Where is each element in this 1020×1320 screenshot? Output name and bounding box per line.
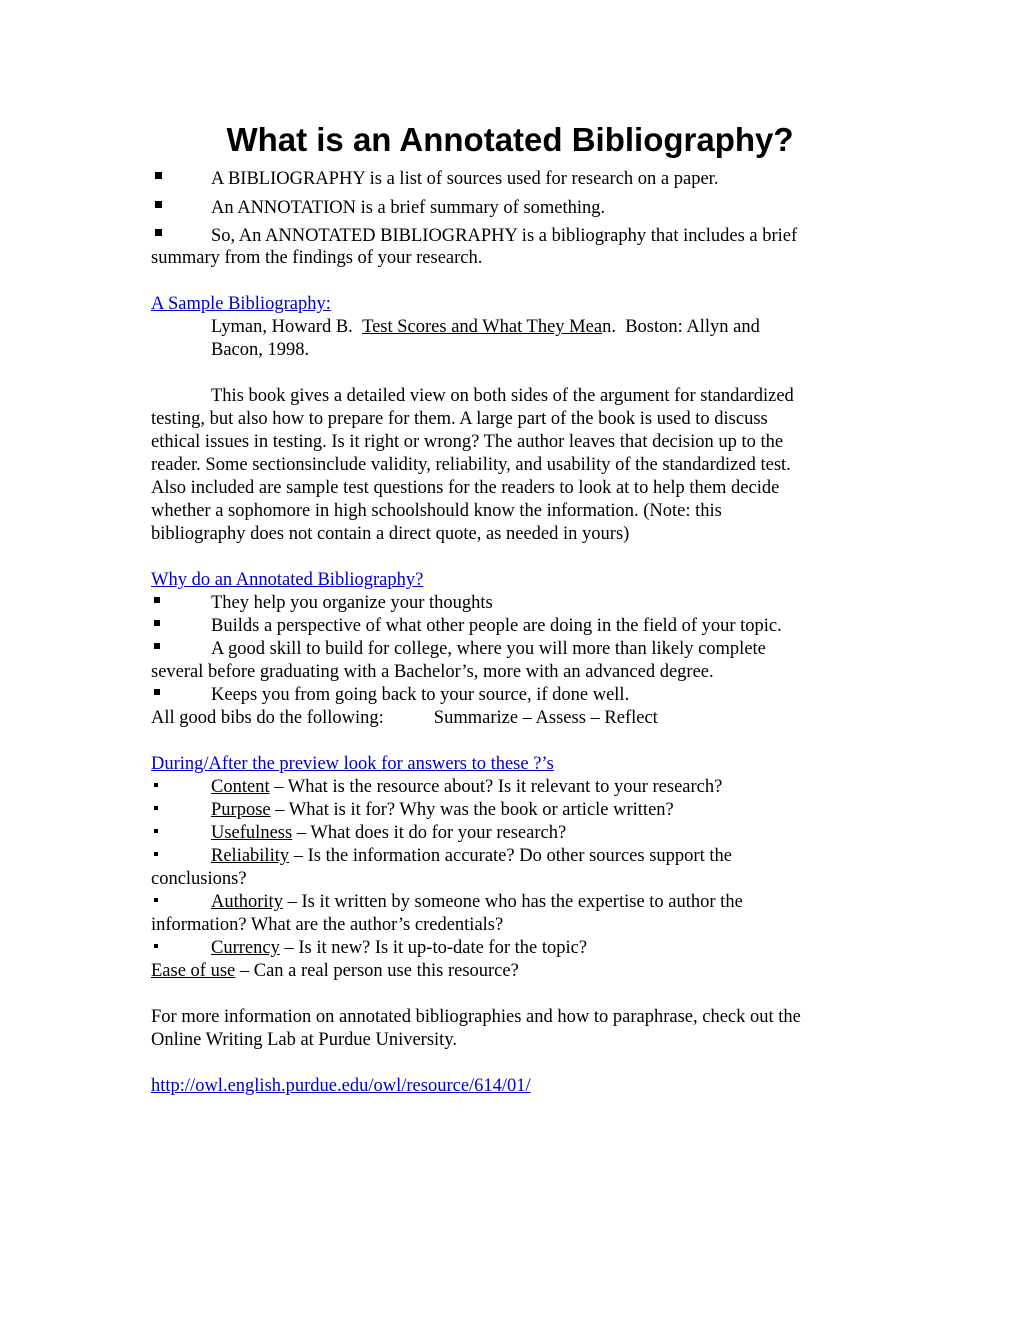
page-title: What is an Annotated Bibliography? — [226, 121, 794, 158]
citation-publisher: Boston: Allyn and — [625, 317, 760, 337]
list-item: Authority – Is it written by someone who has the expertise to author the — [211, 892, 743, 912]
intro-list — [151, 165, 861, 247]
citation-title: Test Scores and What They Mea — [362, 317, 603, 337]
why-heading: Why do an Annotated Bibliography? — [151, 570, 424, 590]
list-item: An ANNOTATION is a brief summary of something. — [211, 198, 606, 218]
sample-heading: A Sample Bibliography: — [151, 294, 331, 314]
list-item: They help you organize your thoughts — [211, 593, 493, 613]
list-item: Builds a perspective of what other people are doing in the field of your topic. — [211, 616, 782, 636]
list-item: Currency – Is it new? Is it up-to-date for the topic? — [211, 938, 588, 958]
list-item: Usefulness – What does it do for your research? — [211, 823, 567, 843]
purdue-owl-link-line — [151, 1075, 861, 1098]
purdue-owl-link[interactable]: http://owl.english.purdue.edu/owl/resource/614/01/ — [151, 1076, 531, 1096]
bib-summary: All good bibs do the following: Summarize – Assess – Reflect — [151, 708, 658, 728]
document-body — [151, 165, 861, 1098]
annotation-paragraph: This book gives a detailed view on both sides of the argument for standardized testing, but also how to prepare for them. A large part of the book is used to discuss ethical issues in testing. Is it right or wrong? The author leaves that decision up to the reader. Some sectionsinclude validity, reliability, and usability of the standardized test. Also included are sample test questions for the readers to look at to help them decide whether a sophomore in high schoolshould know the information. (Note: this bibliography does not contain a direct quote, as needed in yours) — [151, 386, 794, 544]
list-item: Purpose – What is it for? Why was the book or article written? — [211, 800, 674, 820]
intro-continuation: summary from the findings of your research. — [151, 248, 483, 268]
more-info-line1: For more information on annotated bibliographies and how to paraphrase, check out the — [151, 1007, 801, 1027]
ease-of-use: Ease of use – Can a real person use this resource? — [151, 961, 519, 981]
criteria-list — [151, 776, 861, 960]
why-list — [151, 592, 861, 707]
citation-line2: Bacon, 1998. — [211, 340, 310, 360]
list-item: So, An ANNOTATED BIBLIOGRAPHY is a bibliography that includes a brief — [211, 226, 798, 246]
list-item: A BIBLIOGRAPHY is a list of sources used for research on a paper. — [211, 169, 719, 189]
more-info-line2: Online Writing Lab at Purdue University. — [151, 1030, 457, 1050]
list-item: Content – What is the resource about? Is it relevant to your research? — [211, 777, 723, 797]
citation-title-end: n. — [602, 317, 616, 337]
citation — [151, 316, 861, 339]
list-item: Reliability – Is the information accurate? Do other sources support the — [211, 846, 732, 866]
list-item-continuation: several before graduating with a Bachelor’s, more with an advanced degree. — [151, 662, 714, 682]
during-heading: During/After the preview look for answers to these ?’s — [151, 754, 554, 774]
citation-author: Lyman, Howard B. — [211, 317, 353, 337]
list-item: Keeps you from going back to your source, if done well. — [211, 685, 630, 705]
list-item-continuation: conclusions? — [151, 869, 247, 889]
list-item: A good skill to build for college, where you will more than likely complete — [211, 639, 766, 659]
list-item-continuation: information? What are the author’s credentials? — [151, 915, 504, 935]
